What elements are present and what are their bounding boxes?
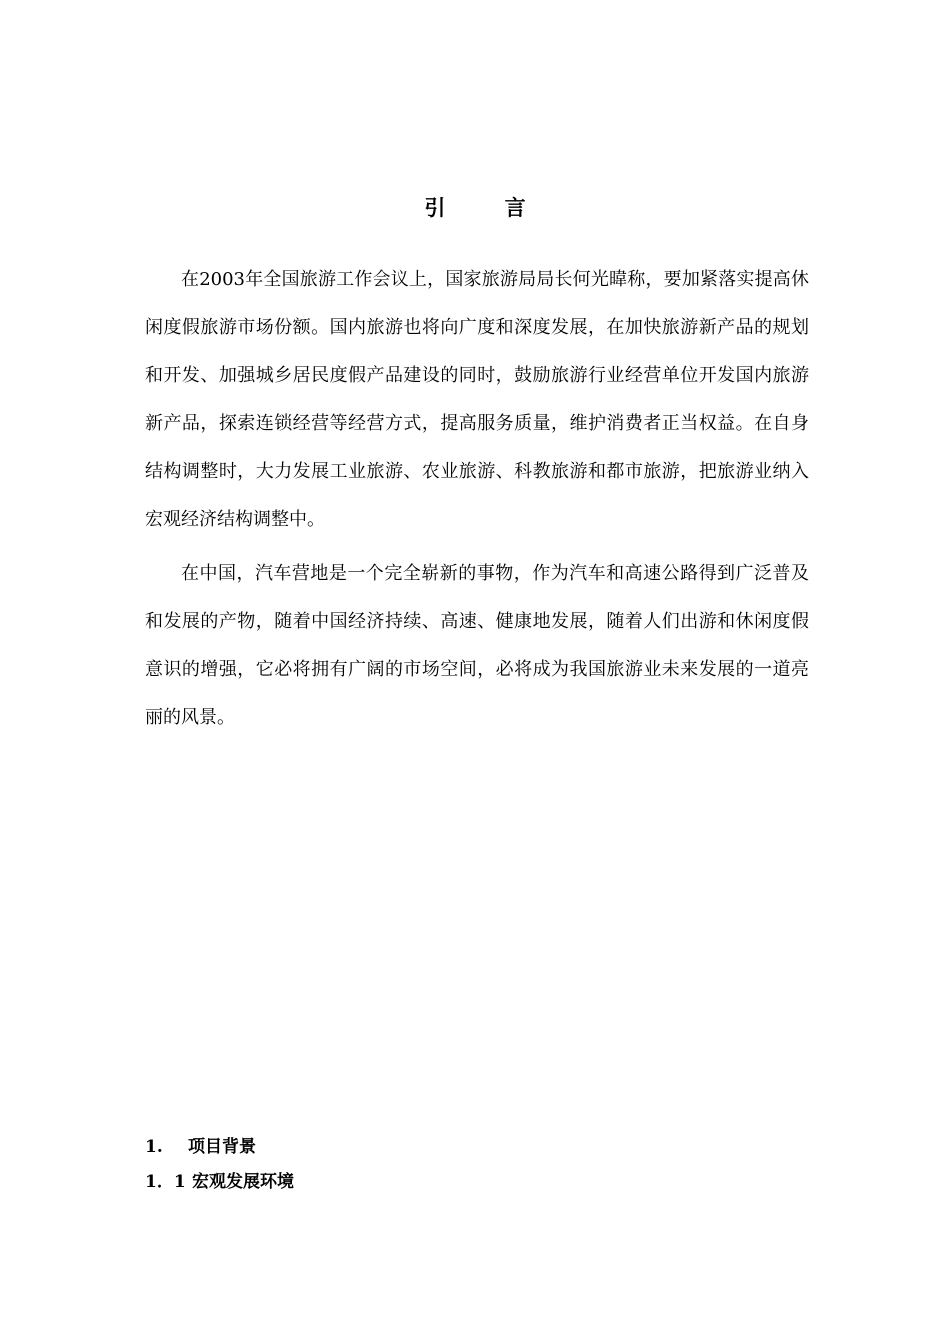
subsection-number: 1．1 <box>145 1172 186 1192</box>
section-heading <box>145 1133 256 1161</box>
document-title: 引 言 <box>424 195 552 220</box>
intro-paragraph-1: 在2003年全国旅游工作会议上，国家旅游局局长何光暐称，要加紧落实提高休闲度假旅游市场份额。国内旅游也将向广度和深度发展，在加快旅游新产品的规划和开发、加强城乡居民度假产品建设的同时，鼓励旅游行业经营单位开发国内旅游新产品，探索连锁经营等经营方式，提高服务质量，维护消费者正当权益。在自身结构调整时，大力发展工业旅游、农业旅游、科教旅游和都市旅游，把旅游业纳入宏观经济结构调整中。 <box>145 269 809 530</box>
intro-paragraph-2: 在中国，汽车营地是一个完全崭新的事物，作为汽车和高速公路得到广泛普及和发展的产物，随着中国经济持续、高速、健康地发展，随着人们出游和休闲度假意识的增强，它必将拥有广阔的市场空间，必将成为我国旅游业未来发展的一道亮丽的风景。 <box>145 563 809 728</box>
subsection-heading <box>145 1168 294 1196</box>
section-number: 1. <box>145 1137 163 1157</box>
section-heading-text: 项目背景 <box>188 1137 256 1157</box>
subsection-heading-text: 宏观发展环境 <box>192 1172 294 1192</box>
